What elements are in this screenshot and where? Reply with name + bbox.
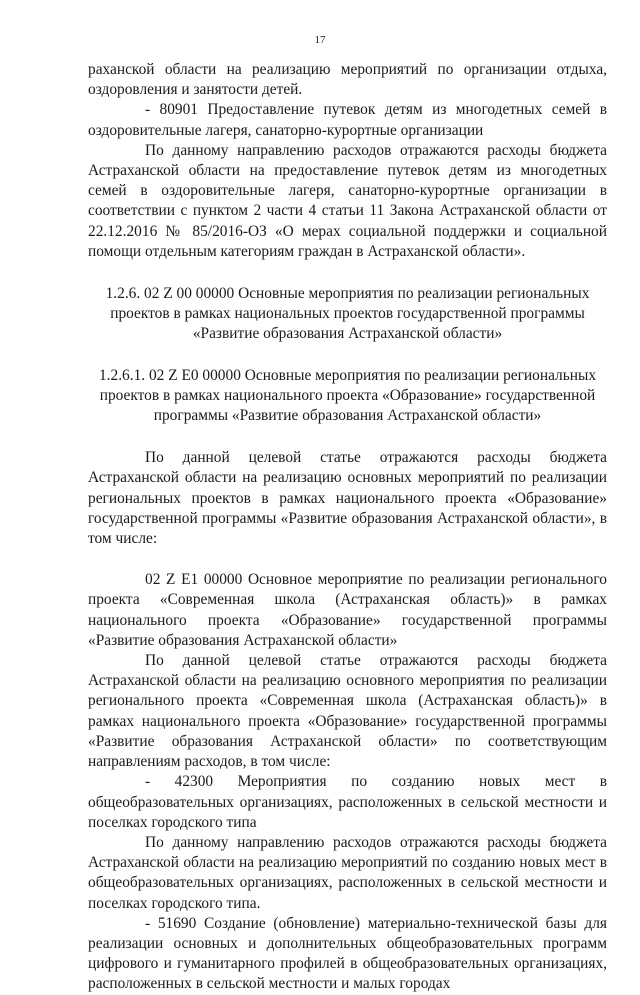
paragraph-80901-item: - 80901 Предоставление путевок детям из многодетных семей в оздоровительные лагеря, санаторно-курортные организации [88,101,607,139]
paragraph-continuation: раханской области на реализацию мероприятий по организации отдыха, оздоровления и занятости детей. [88,61,607,99]
paragraph-42300-description: По данному направлению расходов отражаются расходы бюджета Астраханской области на реализацию мероприятий по созданию новых мест в общеобразовательных организациях, расположенных в сельской местности и поселках городского типа. [88,833,607,912]
paragraph-80901-description: По данному направлению расходов отражаются расходы бюджета Астраханской области на предоставление путевок детям из многодетных семей в оздоровительные лагеря, санаторно-курортные организации в соответствии с пунктом 2 части 4 статьи 11 Закона Астраханской области от 22.12.2016 № 85/2016-ОЗ «О мерах социальной поддержки и социальной помощи отдельным категориям граждан в Астраханской области». [88,141,607,260]
paragraph-51690-item: - 51690 Создание (обновление) материально-технической базы для реализации основных и дополнительных общеобразовательных программ цифрового и гуманитарного профилей в общеобразовательных организациях, расположенных в сельской местности и малых городах [88,914,607,993]
paragraph-e1-measure: 02 Z E1 00000 Основное мероприятие по реализации регионального проекта «Современная школа (Астраханская область)» в рамках национального проекта «Образование» государственной программы «Развитие образования Астраханской области» [88,571,607,649]
paragraph-42300-item: - 42300 Мероприятия по созданию новых мест в общеобразовательных организациях, расположенных в сельской местности и поселках городского типа [88,773,607,831]
paragraph-target-article: По данной целевой статье отражаются расходы бюджета Астраханской области на реализацию основных мероприятий по реализации региональных проектов в рамках национального проекта «Образование» государственной программы «Развитие образования Астраханской области», в том числе: [88,449,607,548]
paragraph-e1-description: По данной целевой статье отражаются расходы бюджета Астраханской области на реализацию основного мероприятия по реализации регионального проекта «Современная школа (Астраханская область)» в рамках национального проекта «Образование» государственной программы «Развитие образования Астраханской области» по соответствующим направлениям расходов, в том числе: [88,652,607,771]
page-number: 17 [314,34,326,46]
section-heading-1-2-6-1: 1.2.6.1. 02 Z E0 00000 Основные мероприятия по реализации региональных проектов в рамках национального проекта «Образование» государственной программы «Развитие образования Астраханской области» [98,366,597,425]
document-body [88,60,607,995]
section-heading-1-2-6: 1.2.6. 02 Z 00 00000 Основные мероприятия по реализации региональных проектов в рамках национальных проектов государственной программы «Развитие образования Астраханской области» [105,285,590,343]
